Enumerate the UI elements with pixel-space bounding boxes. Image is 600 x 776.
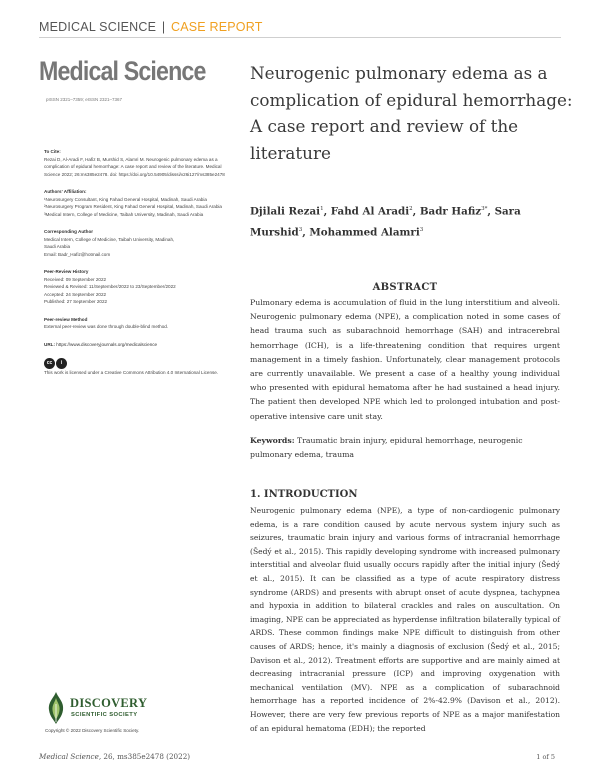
journal-logo: Medical Science bbox=[39, 56, 206, 86]
affiliation-label: Authors' Affiliation: bbox=[44, 189, 87, 194]
by-attribution-icon: i bbox=[56, 358, 67, 369]
author-name: Fahd Al Aradi bbox=[330, 205, 410, 218]
url-line bbox=[44, 341, 234, 349]
corresponding-email: Email: Badr_Hafiz@hotmail.com bbox=[44, 251, 111, 257]
author-affiliation-mark: 3 bbox=[419, 226, 424, 233]
cc-icon: cc bbox=[44, 358, 55, 369]
url-label: URL: bbox=[44, 341, 55, 347]
header-rule bbox=[39, 37, 561, 38]
cite-text: Rezai D, Al-Aradi F, Hafiz B, Murshid S, Alamri M. Neurogenic pulmonary edema as a complication of epidural hemorrhage: A case report and review of the literature. Medical Science 2022; 26:ms385e2478. doi: https://doi.org/10.54905/disssi/v26i127/ms385e2478 bbox=[44, 156, 225, 177]
abstract-text: Pulmonary edema is accumulation of fluid in the lung interstitium and alveoli. Neurogenic pulmonary edema (NPE), a complication noted in some cases of head trauma such as subarachnoid hemorrhage (SAH) and intracerebral hemorrhage (ICH), is a life-threatening condition that requires urgent management in a timely fashion. Unfortunately, clear management protocols are currently unavailable. We present a case of a healthy young individual who presented with epidural hematoma after he had sustained a head injury. The patient then developed NPE which led to prolonged intubation and post-operative intensive care unit stay. bbox=[250, 298, 560, 421]
issn-line: pISSN 2321–7359; eISSN 2321–7367 bbox=[46, 97, 123, 102]
history-reviewed: Reviewed & Revised: 11/September/2022 to 23/September/2022 bbox=[44, 284, 176, 289]
author-affiliation-mark: 2 bbox=[409, 206, 413, 212]
publisher-subtitle: SCIENTIFIC SOCIETY bbox=[71, 712, 138, 718]
author-name: Mohammed Alamri bbox=[309, 226, 420, 239]
article-info-sidebar bbox=[44, 148, 234, 377]
corresponding-2: Saudi Arabia bbox=[44, 244, 71, 249]
history-accepted: Accepted: 24 September 2022 bbox=[44, 291, 107, 297]
review-method-text: External peer-review was done through double-blind method. bbox=[44, 324, 169, 329]
history-label: Peer-Review History bbox=[44, 269, 89, 274]
keywords bbox=[250, 434, 560, 462]
corresponding-1: Medical Intern, College of Medicine, Taibah University, Madinah, bbox=[44, 236, 175, 242]
license-text: This work is licensed under a Creative Commons Attribution 4.0 International License. bbox=[44, 370, 219, 375]
article-title: Neurogenic pulmonary edema as a complication of epidural hemorrhage: A case report and review of the literature bbox=[250, 63, 573, 163]
header-journal: MEDICAL SCIENCE bbox=[39, 20, 157, 34]
footer-volume: 26, ms385e2478 (2022) bbox=[103, 752, 191, 761]
abstract-heading: ABSTRACT bbox=[372, 282, 438, 293]
author-name: Djilali Rezai bbox=[250, 205, 321, 218]
introduction-heading: 1. INTRODUCTION bbox=[250, 489, 358, 500]
affiliation-2: ²Neurosurgery Program Resident, King Fahad General Hospital, Madinah, Saudi Arabia bbox=[44, 204, 222, 209]
author-list: Djilali Rezai$^1$, Fahd Al Aradi$^2$, Badr Hafiz$^{3*}$, Sara Murshid$^3$, Mohammed Alamri$^3$ bbox=[250, 205, 521, 239]
cc-license-badge[interactable] bbox=[44, 358, 234, 369]
history-published: Published: 27 September 2022 bbox=[44, 299, 108, 304]
cite-label: To Cite: bbox=[44, 149, 61, 154]
affiliation-1: ¹Neurosurgery Consultant, King Fahad General Hospital, Madinah, Saudi Arabia bbox=[44, 196, 207, 202]
author-affiliation-mark: 1 bbox=[320, 206, 324, 212]
page-number: 1 of 5 bbox=[536, 753, 555, 761]
discovery-logo-icon bbox=[43, 690, 69, 726]
header-article-type: CASE REPORT bbox=[170, 20, 263, 34]
publisher-name: DISCOVERY bbox=[70, 696, 148, 710]
author-affiliation-mark: 3* bbox=[481, 206, 488, 212]
author-affiliation-mark: 3 bbox=[298, 226, 303, 233]
footer-journal: Medical Science, bbox=[39, 752, 102, 761]
keywords-label: Keywords: bbox=[250, 436, 295, 445]
affiliation-3: ³Medical Intern, College of Medicine, Taibah University, Madinah, Saudi Arabia bbox=[44, 211, 204, 217]
introduction-text: Neurogenic pulmonary edema (NPE), a type of non-cardiogenic pulmonary edema, is a rare condition caused by acute nervous system injury such as seizures, traumatic brain injury and various forms of intracranial hemorrhage (Šedý et al., 2015). This rapidly developing syndrome with increased pulmonary interstitial and alveolar fluid usually occurs rapidly after the initial injury (Šedý et al., 2015). It can be classified as a type of acute respiratory distress syndrome (ARDS) and presents with abrupt onset of acute dyspnea, tachypnea and hypoxia in addition to bilateral crackles and rales on auscultation. On imaging, NPE can be appreciated as hyperdense infiltration bilaterally typical of ARDS. These common findings make NPE difficult to distinguish from other causes of ARDS; hence, it's mainly a diagnosis of exclusion (Šedý et al., 2015; Davison et al., 2012). Treatment efforts are supportive and are mainly aimed at decreasing intracranial pressure (ICP) and improving oxygenation with mechanical ventilation (MV). NPE as a complication of subarachnoid hemorrhage has a reported incidence of 2%-42.9% (Davison et al., 2012). However, there are very few previous reports of NPE as a major manifestation of an epidural hematoma (EDH); the reported bbox=[250, 506, 560, 733]
history-received: Received: 09 September 2022 bbox=[44, 276, 107, 282]
corresponding-label: Corresponding Author bbox=[44, 229, 94, 234]
header-separator: | bbox=[161, 20, 166, 34]
url-link[interactable]: https://www.discoveryjournals.org/medicalscience bbox=[56, 341, 158, 347]
running-header bbox=[39, 20, 263, 34]
copyright-text: Copyright © 2022 Discovery Scientific Society. bbox=[45, 728, 140, 733]
footer-citation bbox=[39, 752, 190, 761]
author-name: Badr Hafiz bbox=[419, 205, 482, 218]
keywords-text: Traumatic brain injury, epidural hemorrhage, neurogenic pulmonary edema, trauma bbox=[250, 436, 523, 460]
author-name: Sara Murshid bbox=[250, 205, 521, 239]
publisher-block bbox=[43, 690, 223, 734]
review-method-label: Peer-review Method bbox=[44, 316, 88, 322]
